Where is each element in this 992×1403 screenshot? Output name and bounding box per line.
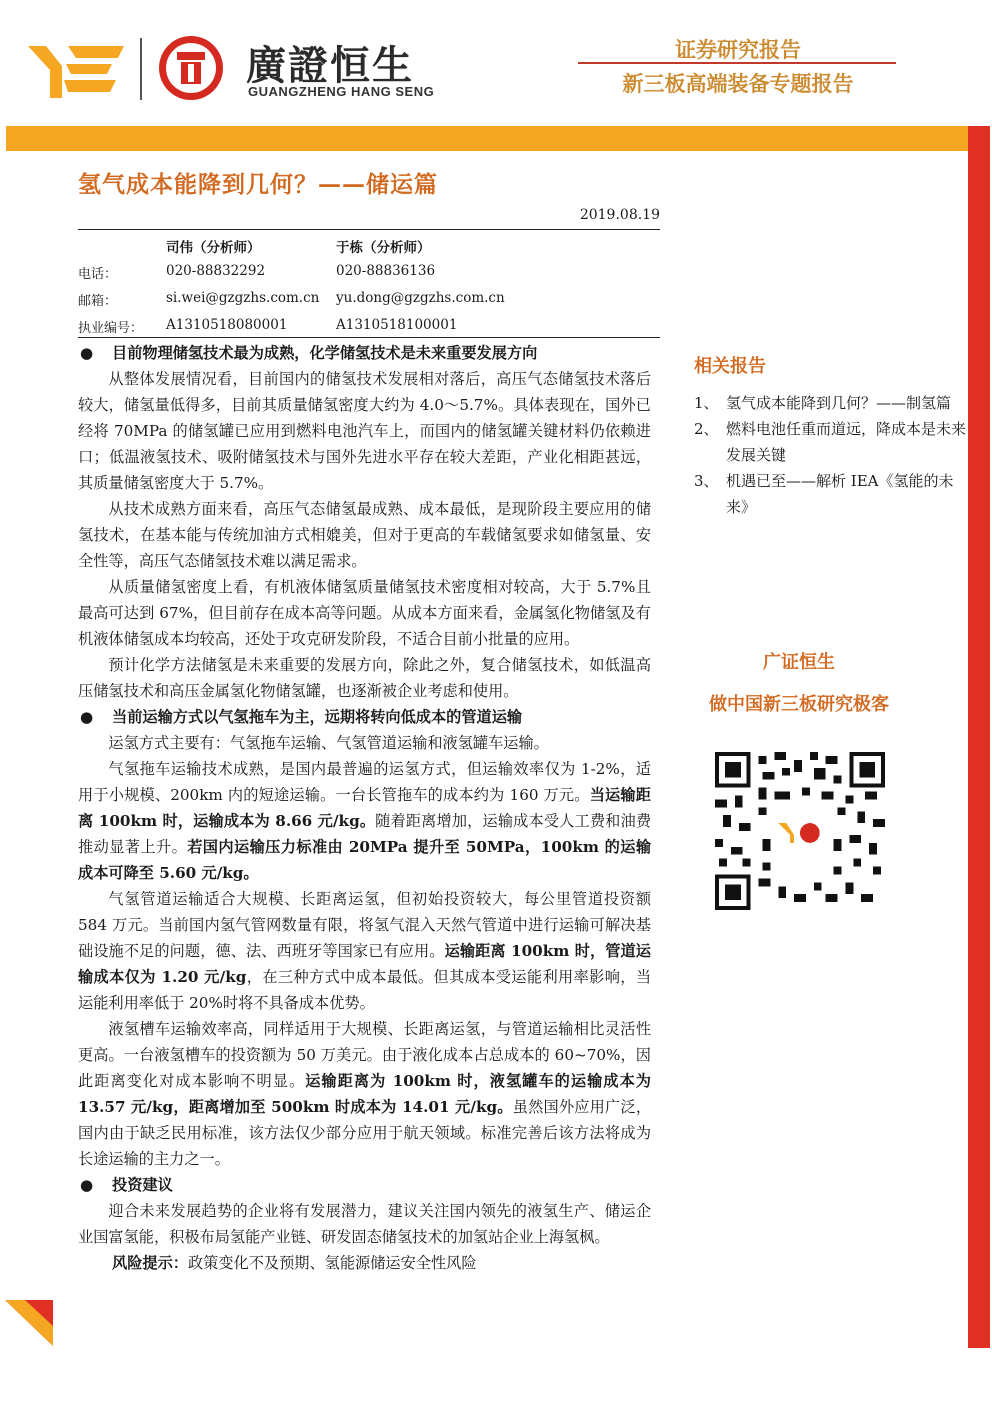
- analyst-1-email[interactable]: si.wei@gzgzhs.com.cn: [166, 290, 320, 306]
- report-date: 2019.08.19: [579, 207, 660, 223]
- header-divider: [578, 62, 896, 64]
- paragraph: 从整体发展情况看，目前国内的储氢技术发展相对落后，高压气态储氢技术落后较大，储氢量低得多，目前其质量储氢密度大约为 4.0～5.7%。具体表现在，国外已经将 70MPa 的储氢罐已应用到燃料电池汽车上，而国内的储氢罐关键材料仍依赖进口；低温液氢技术、吸附储氢技术与国外先进水平存在较大差距，产业化相距甚远，其质量储氢密度大于 5.7%。: [78, 370, 651, 492]
- brand-seal-icon: [157, 34, 225, 102]
- related-report-item[interactable]: [694, 390, 966, 416]
- analyst-2-license: A1310518100001: [336, 317, 458, 333]
- corner-triangle-decoration: [5, 1300, 53, 1346]
- heading-text: 投资建议: [112, 1176, 173, 1194]
- report-series: 新三板高端装备专题报告: [622, 72, 854, 96]
- sidebar-brand: 广证恒生: [763, 652, 835, 673]
- heading-text: 当前运输方式以气氢拖车为主，远期将转向低成本的管道运输: [112, 708, 523, 726]
- analyst-1-license: A1310518080001: [166, 317, 288, 333]
- analyst-table-top-rule: [78, 229, 660, 230]
- related-report-number: 2、: [694, 420, 719, 438]
- risk-label: 风险提示：: [112, 1254, 188, 1272]
- bold-run: 若国内运输压力标准由 20MPa 提升至 50MPa，100km 的运输成本可降至 5.60 元/kg。: [78, 838, 652, 882]
- bold-run: 运输距离 100km 时，管道运输成本仅为 1.20 元/kg: [78, 942, 651, 986]
- report-type: 证券研究报告: [675, 38, 801, 62]
- brand-name-en: GUANGZHENG HANG SENG: [248, 84, 435, 99]
- related-report-number: 3、: [694, 472, 719, 490]
- section-heading-transport: [78, 704, 651, 730]
- paragraph: [78, 1016, 651, 1172]
- bullet-icon: ●: [80, 708, 94, 726]
- related-reports-title: 相关报告: [694, 356, 766, 377]
- paragraph: 迎合未来发展趋势的企业将有发展潜力，建议关注国内领先的液氢生产、储运企业国富氢能，积极布局氢能产业链、研发固态储氢技术的加氢站企业上海氢枫。: [78, 1202, 651, 1246]
- related-report-text: 燃料电池任重而道远，降成本是未来发展关键: [726, 420, 967, 464]
- section-heading-storage: [78, 340, 651, 366]
- paragraph: 从技术成熟方面来看，高压气态储氢最成熟、成本最低，是现阶段主要应用的储氢技术，在基本能与传统加油方式相媲美，但对于更高的车载储氢要求如储氢量、安全性等，高压气态储氢技术难以满足需求。: [78, 500, 651, 570]
- analyst-2-phone: 020-88836136: [336, 263, 436, 279]
- analyst-2-name: 于栋（分析师）: [336, 240, 431, 256]
- red-side-bar: [968, 126, 990, 1348]
- risk-text: 政策变化不及预期、氢能源储运安全性风险: [187, 1254, 477, 1272]
- text-run: 液氢槽车运输效率高，同样适用于大规模、长距离运氢，与管道运输相比灵活性更高。一台液氢槽车的投资额为 50 万美元。由于液化成本占总成本的 60~70%，因此距离变化对成本影响不明显。: [78, 1020, 651, 1090]
- heading-text: 目前物理储氢技术最为成熟，化学储氢技术是未来重要发展方向: [112, 344, 538, 362]
- analyst-1-name: 司伟（分析师）: [166, 240, 261, 256]
- qr-code-icon[interactable]: [714, 752, 886, 910]
- analyst-1-phone: 020-88832292: [166, 263, 266, 279]
- report-body: [78, 340, 651, 1276]
- related-report-item[interactable]: [694, 416, 966, 468]
- related-report-text: 氢气成本能降到几何？——制氢篇: [726, 394, 952, 412]
- document-title: 氢气成本能降到几何？——储运篇: [78, 171, 438, 198]
- paragraph: [78, 886, 651, 1016]
- analyst-table-bottom-rule: [78, 337, 660, 338]
- company-logo-mark: [28, 40, 124, 98]
- related-report-number: 1、: [694, 394, 719, 412]
- bullet-icon: ●: [80, 344, 94, 362]
- license-label: 执业编号：: [78, 321, 144, 336]
- sidebar-slogan: 做中国新三板研究极客: [709, 694, 889, 715]
- paragraph: [78, 756, 651, 886]
- phone-label: 电话：: [78, 267, 118, 282]
- text-run: 气氢拖车运输技术成熟，是国内最普遍的运氢方式，但运输效率仅为 1-2%，适用于小规模、200km 内的短途运输。一台长管拖车的成本约为 160 万元。: [78, 760, 651, 804]
- text-run: ，在三种方式中成本最低。但其成本受运能利用率影响，当运能利用率低于 20%时将不具备成本优势。: [78, 968, 652, 1012]
- email-label: 邮箱：: [78, 294, 118, 309]
- paragraph: 运氢方式主要有：气氢拖车运输、气氢管道运输和液氢罐车运输。: [108, 734, 549, 752]
- logo-divider: [140, 38, 142, 100]
- related-report-text: 机遇已至——解析 IEA《氢能的未来》: [726, 472, 954, 516]
- risk-warning: [78, 1250, 651, 1276]
- related-report-item[interactable]: [694, 468, 966, 520]
- related-reports-list: [694, 390, 966, 520]
- paragraph: 从质量储氢密度上看，有机液体储氢质量储氢技术密度相对较高，大于 5.7%且最高可达到 67%，但目前存在成本高等问题。从成本方面来看，金属氢化物储氢及有机液体储氢成本均较高，还处于攻克研发阶段，不适合目前小批量的应用。: [78, 578, 651, 648]
- bullet-icon: ●: [80, 1176, 94, 1194]
- bold-run: 当运输距离 100km 时，运输成本为 8.66 元/kg。: [78, 786, 651, 830]
- analyst-2-email[interactable]: yu.dong@gzgzhs.com.cn: [336, 290, 505, 306]
- bold-run: 运输距离为 100km 时，液氢罐车的运输成本为 13.57 元/kg，距离增加至 500km 时成本为 14.01 元/kg。: [78, 1072, 651, 1116]
- paragraph: 预计化学方法储氢是未来重要的发展方向，除此之外，复合储氢技术，如低温高压储氢技术和高压金属氢化物储氢罐，也逐渐被企业考虑和使用。: [78, 656, 651, 700]
- orange-banner-bar: [6, 126, 968, 151]
- text-run: 气氢管道运输适合大规模、长距离运氢，但初始投资较大，每公里管道投资额 584 万元。当前国内氢气管网数量有限，将氢气混入天然气管道中进行运输可解决基础设施不足的问题，德、法、西班牙等国家已有应用。: [78, 890, 651, 960]
- text-run: 虽然国外应用广泛，国内由于缺乏民用标准，该方法仅少部分应用于航天领域。标准完善后该方法将成为长途运输的主力之一。: [78, 1098, 652, 1168]
- brand-name-cn: 廣證恒生: [246, 43, 414, 89]
- text-run: 随着距离增加，运输成本受人工费和油费推动显著上升。: [78, 812, 652, 856]
- section-heading-investment: [78, 1172, 651, 1198]
